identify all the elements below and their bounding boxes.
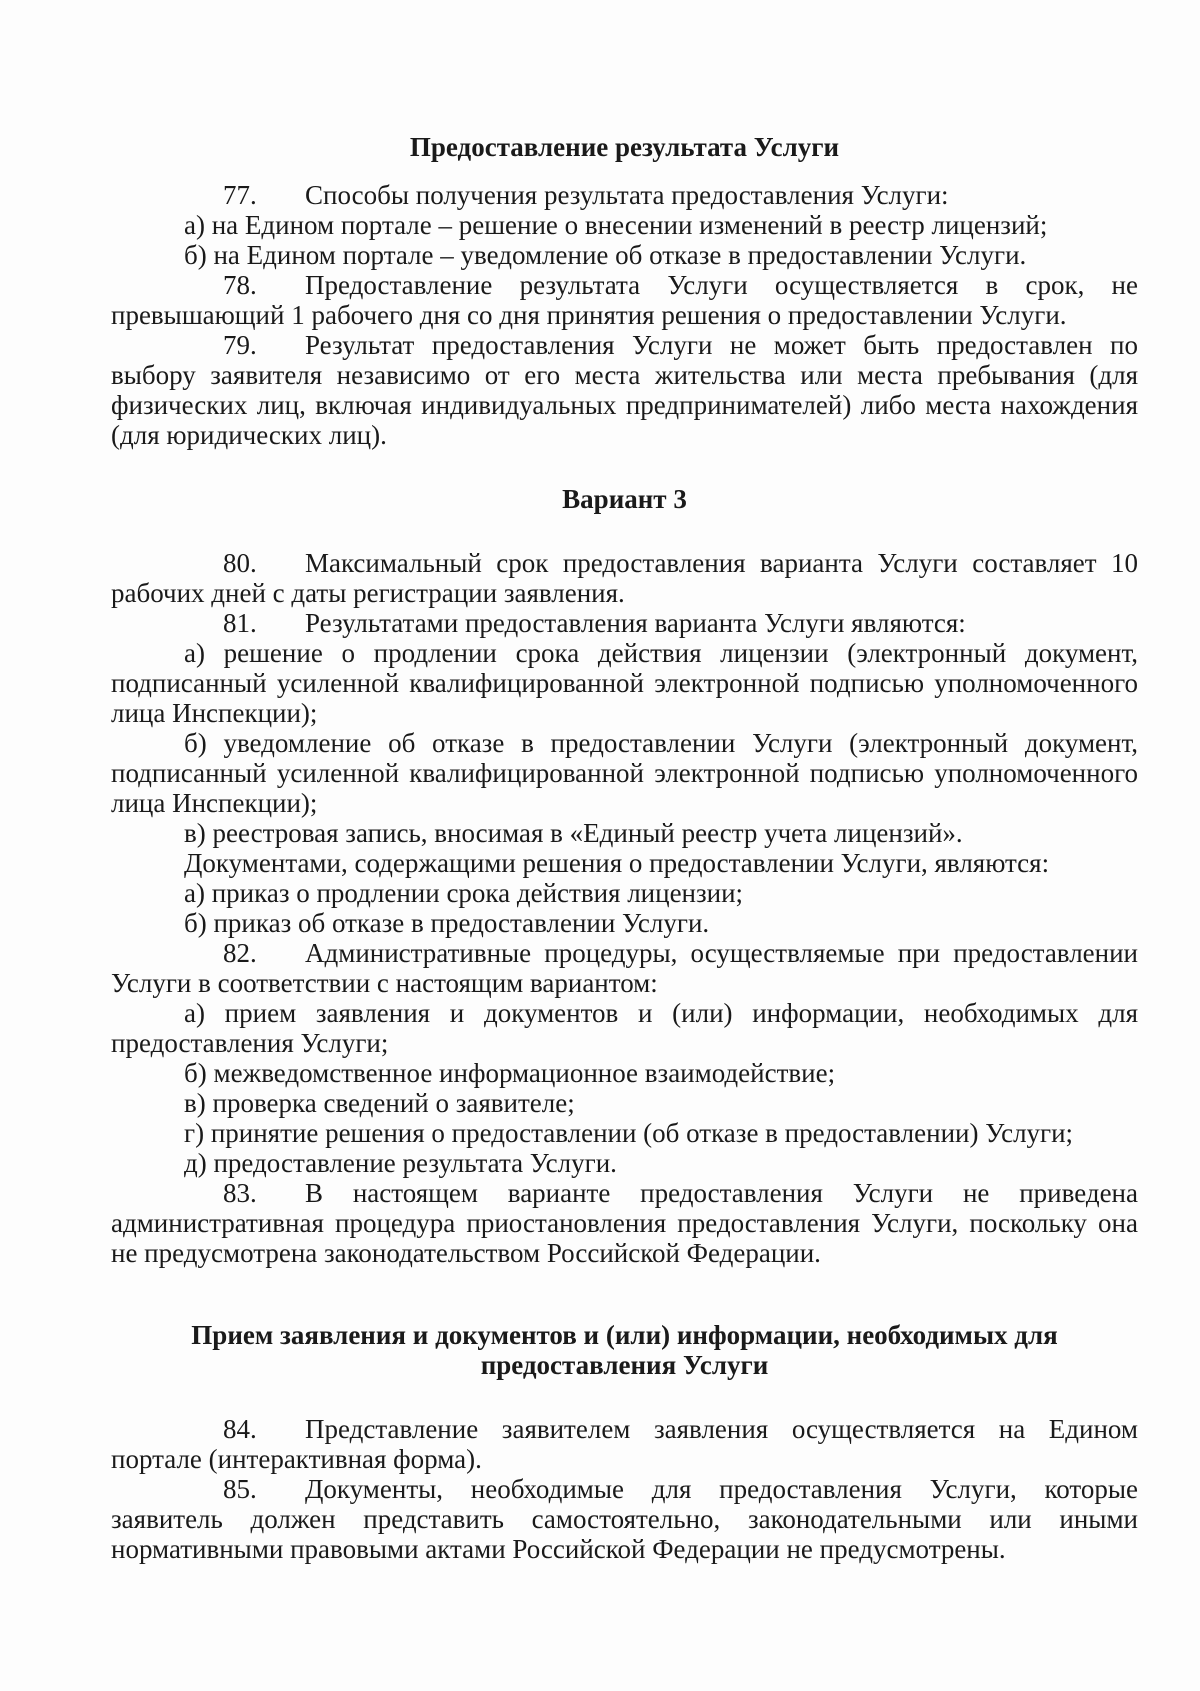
paragraph-text: Документы, необходимые для предоставления Услуги, которые заявитель должен представить самостоятельно, законодательными или иными нормативными правовыми актами Российской Федерации не предусмотрены.	[111, 1474, 1138, 1564]
list-item: Документами, содержащими решения о предоставлении Услуги, являются:	[184, 848, 1050, 878]
list-item: б) на Едином портале – уведомление об отказе в предоставлении Услуги.	[184, 240, 1027, 270]
paragraph-text: Результат предоставления Услуги не может быть предоставлен по выбору заявителя независимо от его места жительства или места пребывания (для физических лиц, включая индивидуальных предпринимателей) либо места нахождения (для юридических лиц).	[111, 330, 1138, 450]
list-item: д) предоставление результата Услуги.	[184, 1148, 617, 1178]
section-heading-intake-line-2: предоставления Услуги	[480, 1350, 769, 1380]
paragraph-85	[111, 1474, 1138, 1564]
paragraph-number: 78.	[223, 270, 257, 300]
paragraph-text: Способы получения результата предоставления Услуги:	[305, 180, 949, 210]
paragraph-83	[111, 1178, 1138, 1268]
section-heading-intake-line-1: Прием заявления и документов и (или) информации, необходимых для	[191, 1320, 1058, 1350]
paragraph-number: 77.	[223, 180, 257, 210]
paragraph-77	[111, 180, 1138, 210]
paragraph-number: 81.	[223, 608, 257, 638]
paragraph-text: В настоящем варианте предоставления Услуги не приведена административная процедура приостановления предоставления Услуги, поскольку она не предусмотрена законодательством Российской Федерации.	[111, 1178, 1138, 1268]
paragraph-number: 79.	[223, 330, 257, 360]
document-content	[111, 132, 1138, 1564]
list-item: а) прием заявления и документов и (или) информации, необходимых для предоставления Услуги;	[111, 998, 1138, 1058]
list-item: г) принятие решения о предоставлении (об отказе в предоставлении) Услуги;	[184, 1118, 1074, 1148]
paragraph-text: Представление заявителем заявления осуществляется на Едином портале (интерактивная форма).	[111, 1414, 1138, 1474]
section-heading-variant-3: Вариант 3	[562, 484, 687, 514]
paragraph-79	[111, 330, 1138, 450]
paragraph-number: 85.	[223, 1474, 257, 1504]
paragraph-78	[111, 270, 1138, 330]
paragraph-80	[111, 548, 1138, 608]
paragraph-text: Предоставление результата Услуги осуществляется в срок, не превышающий 1 рабочего дня со дня принятия решения о предоставлении Услуги.	[111, 270, 1138, 330]
paragraph-81	[111, 608, 1138, 638]
list-item: б) уведомление об отказе в предоставлении Услуги (электронный документ, подписанный усиленной квалифицированной электронной подписью уполномоченного лица Инспекции);	[111, 728, 1138, 818]
list-item: в) проверка сведений о заявителе;	[184, 1088, 575, 1118]
list-item: б) межведомственное информационное взаимодействие;	[184, 1058, 836, 1088]
list-item: в) реестровая запись, вносимая в «Единый реестр учета лицензий».	[184, 818, 963, 848]
paragraph-82	[111, 938, 1138, 998]
paragraph-text: Максимальный срок предоставления варианта Услуги составляет 10 рабочих дней с даты регистрации заявления.	[111, 548, 1138, 608]
list-item: б) приказ об отказе в предоставлении Услуги.	[184, 908, 710, 938]
list-item: а) решение о продлении срока действия лицензии (электронный документ, подписанный усиленной квалифицированной электронной подписью уполномоченного лица Инспекции);	[111, 638, 1138, 728]
paragraph-number: 80.	[223, 548, 257, 578]
paragraph-text: Административные процедуры, осуществляемые при предоставлении Услуги в соответствии с настоящим вариантом:	[111, 938, 1138, 998]
paragraph-text: Результатами предоставления варианта Услуги являются:	[305, 608, 966, 638]
list-item: а) приказ о продлении срока действия лицензии;	[184, 878, 744, 908]
paragraph-number: 84.	[223, 1414, 257, 1444]
paragraph-84	[111, 1414, 1138, 1474]
paragraph-number: 82.	[223, 938, 257, 968]
paragraph-number: 83.	[223, 1178, 257, 1208]
list-item: а) на Едином портале – решение о внесении изменений в реестр лицензий;	[184, 210, 1048, 240]
section-heading-result: Предоставление результата Услуги	[409, 132, 840, 162]
